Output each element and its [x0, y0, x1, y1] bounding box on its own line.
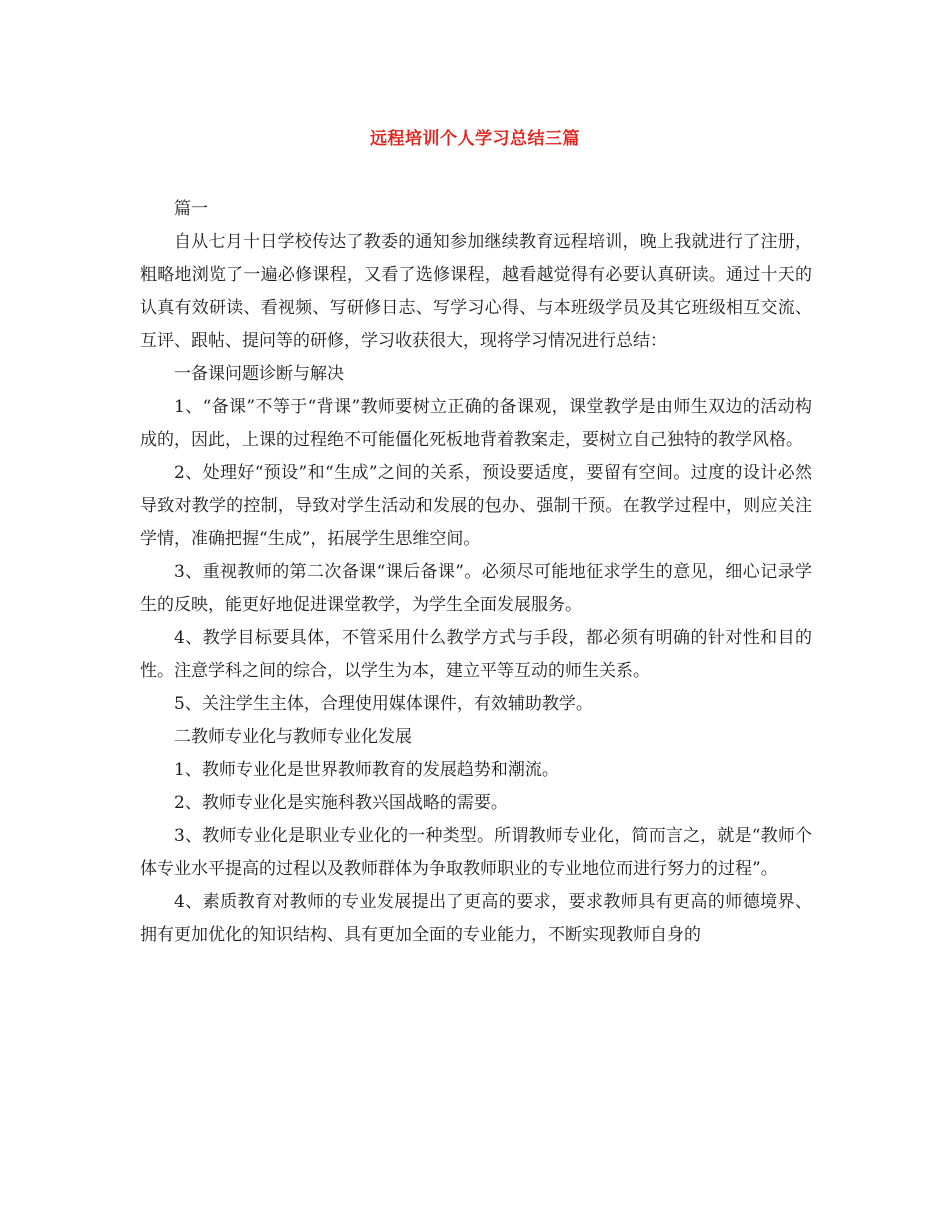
list-item: 4、教学目标要具体，不管采用什么教学方式与手段，都必须有明确的针对性和目的性。注意学科之间的综合，以学生为本，建立平等互动的师生关系。 — [140, 628, 812, 681]
document-title: 远程培训个人学习总结三篇 — [370, 129, 580, 149]
list-item: 5、关注学生主体，合理使用媒体课件，有效辅助教学。 — [174, 694, 593, 714]
list-item: 2、教师专业化是实施科教兴国战略的需要。 — [174, 793, 508, 813]
list-item: 4、素质教育对教师的专业发展提出了更高的要求，要求教师具有更高的师德境界、拥有更加优化的知识结构、具有更加全面的专业能力，不断实现教师自身的 — [140, 892, 812, 945]
section-heading-teacher-professionalization: 二教师专业化与教师专业化发展 — [174, 727, 412, 747]
section-heading-lesson-prep: 一备课问题诊断与解决 — [174, 364, 344, 384]
list-item: 3、重视教师的第二次备课“课后备课”。必须尽可能地征求学生的意见，细心记录学生的反映，能更好地促进课堂教学，为学生全面发展服务。 — [140, 562, 812, 615]
document-body — [140, 193, 812, 952]
list-item: 1、“备课”不等于“背课”教师要树立正确的备课观，课堂教学是由师生双边的活动构成的，因此，上课的过程绝不可能僵化死板地背着教案走，要树立自己独特的教学风格。 — [140, 397, 812, 450]
list-item: 1、教师专业化是世界教师教育的发展趋势和潮流。 — [174, 760, 559, 780]
list-item: 2、处理好“预设”和“生成”之间的关系，预设要适度，要留有空间。过度的设计必然导致对教学的控制，导致对学生活动和发展的包办、强制干预。在教学过程中，则应关注学情，准确把握“生成”，拓展学生思维空间。 — [140, 463, 812, 549]
list-item: 3、教师专业化是职业专业化的一种类型。所谓教师专业化，简而言之，就是“教师个体专业水平提高的过程以及教师群体为争取教师职业的专业地位而进行努力的过程”。 — [140, 826, 812, 879]
intro-paragraph: 自从七月十日学校传达了教委的通知参加继续教育远程培训，晚上我就进行了注册，粗略地浏览了一遍必修课程，又看了选修课程，越看越觉得有必要认真研读。通过十天的认真有效研读、看视频、写研修日志、写学习心得、与本班级学员及其它班级相互交流、互评、跟帖、提问等的研修，学习收获很大，现将学习情况进行总结： — [140, 232, 812, 351]
section-heading-part-one: 篇一 — [174, 199, 208, 219]
